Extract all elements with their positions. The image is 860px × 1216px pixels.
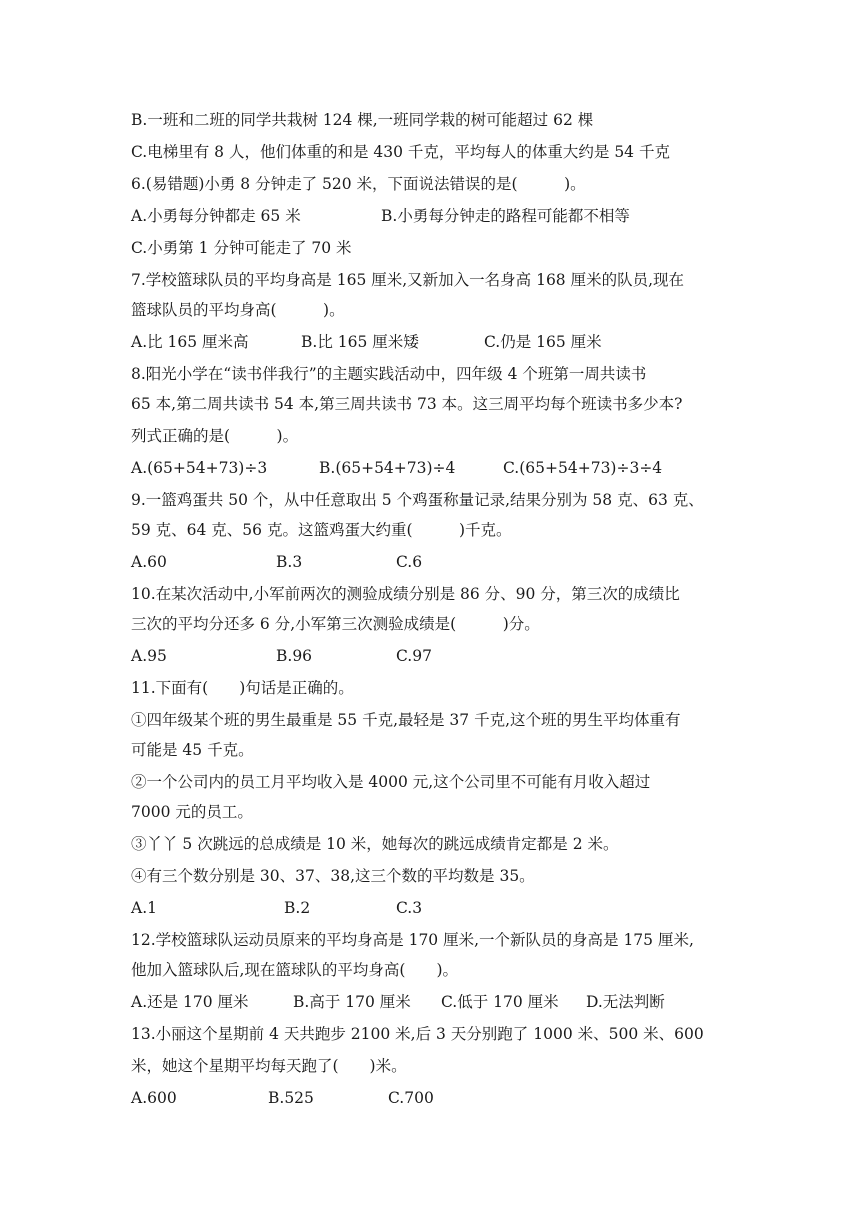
option-11b: B.2 (284, 899, 311, 917)
option-6b: B.小勇每分钟走的路程可能都不相等 (381, 207, 630, 225)
question-8-line1: 8.阳光小学在“读书伴我行”的主题实践活动中，四年级 4 个班第一周共读书 (131, 365, 647, 383)
option-10b: B.96 (276, 647, 313, 665)
statement-4: ④有三个数分别是 30、37、38,这三个数的平均数是 35。 (131, 867, 535, 885)
option-12a: A.还是 170 厘米 (131, 993, 249, 1011)
question-12-line1: 12.学校篮球队运动员原来的平均身高是 170 厘米,一个新队员的身高是 175 厘米, (131, 931, 694, 949)
option-7c: C.仍是 165 厘米 (484, 333, 602, 351)
option-9c: C.6 (396, 553, 423, 571)
statement-3: ③丫丫 5 次跳远的总成绩是 10 米，她每次的跳远成绩肯定都是 2 米。 (131, 835, 619, 853)
option-11c: C.3 (396, 899, 423, 917)
question-7-line1: 7.学校篮球队员的平均身高是 165 厘米,又新加入一名身高 168 厘米的队员,现在 (131, 271, 685, 289)
statement-2-line2: 7000 元的员工。 (131, 803, 253, 821)
option-5c: C.电梯里有 8 人，他们体重的和是 430 千克，平均每人的体重大约是 54 千克 (131, 143, 670, 161)
option-9b: B.3 (276, 553, 303, 571)
question-12-line2: 他加入篮球队后,现在篮球队的平均身高( )。 (131, 961, 459, 979)
option-9a: A.60 (131, 553, 167, 571)
option-7a: A.比 165 厘米高 (131, 333, 249, 351)
question-8-line3: 列式正确的是( )。 (131, 427, 299, 445)
option-5b: B.一班和二班的同学共栽树 124 棵,一班同学栽的树可能超过 62 棵 (131, 111, 594, 129)
question-10-line1: 10.在某次活动中,小军前两次的测验成绩分别是 86 分、90 分，第三次的成绩比 (131, 585, 680, 603)
option-10c: C.97 (396, 647, 432, 665)
option-10a: A.95 (131, 647, 167, 665)
question-11: 11.下面有( )句话是正确的。 (131, 679, 354, 697)
option-11a: A.1 (131, 899, 157, 917)
question-6: 6.(易错题)小勇 8 分钟走了 520 米，下面说法错误的是( )。 (131, 175, 586, 193)
statement-1-line2: 可能是 45 千克。 (131, 741, 254, 759)
question-13-line1: 13.小丽这个星期前 4 天共跑步 2100 米,后 3 天分别跑了 1000 米、500 米、600 (131, 1025, 704, 1043)
question-9-line1: 9.一篮鸡蛋共 50 个，从中任意取出 5 个鸡蛋称量记录,结果分别为 58 克、63 克、 (131, 491, 704, 509)
statement-2-line1: ②一个公司内的员工月平均收入是 4000 元,这个公司里不可能有月收入超过 (131, 773, 651, 791)
option-13b: B.525 (268, 1089, 314, 1107)
option-13c: C.700 (388, 1089, 434, 1107)
option-6a: A.小勇每分钟都走 65 米 (131, 207, 301, 225)
option-12d: D.无法判断 (586, 993, 665, 1011)
question-9-line2: 59 克、64 克、56 克。这篮鸡蛋大约重( )千克。 (131, 521, 512, 539)
option-12b: B.高于 170 厘米 (293, 993, 411, 1011)
question-7-line2: 篮球队员的平均身高( )。 (131, 301, 345, 319)
option-7b: B.比 165 厘米矮 (301, 333, 419, 351)
question-13-line2: 米，她这个星期平均每天跑了( )米。 (131, 1057, 407, 1075)
option-6c: C.小勇第 1 分钟可能走了 70 米 (131, 239, 352, 257)
statement-1-line1: ①四年级某个班的男生最重是 55 千克,最轻是 37 千克,这个班的男生平均体重有 (131, 711, 681, 729)
question-8-line2: 65 本,第二周共读书 54 本,第三周共读书 73 本。这三周平均每个班读书多少本? (131, 395, 683, 413)
option-13a: A.600 (131, 1089, 177, 1107)
option-8a: A.(65+54+73)÷3 (131, 459, 268, 477)
option-8c: C.(65+54+73)÷3÷4 (503, 459, 663, 477)
option-8b: B.(65+54+73)÷4 (319, 459, 456, 477)
option-12c: C.低于 170 厘米 (441, 993, 559, 1011)
question-10-line2: 三次的平均分还多 6 分,小军第三次测验成绩是( )分。 (131, 615, 540, 633)
